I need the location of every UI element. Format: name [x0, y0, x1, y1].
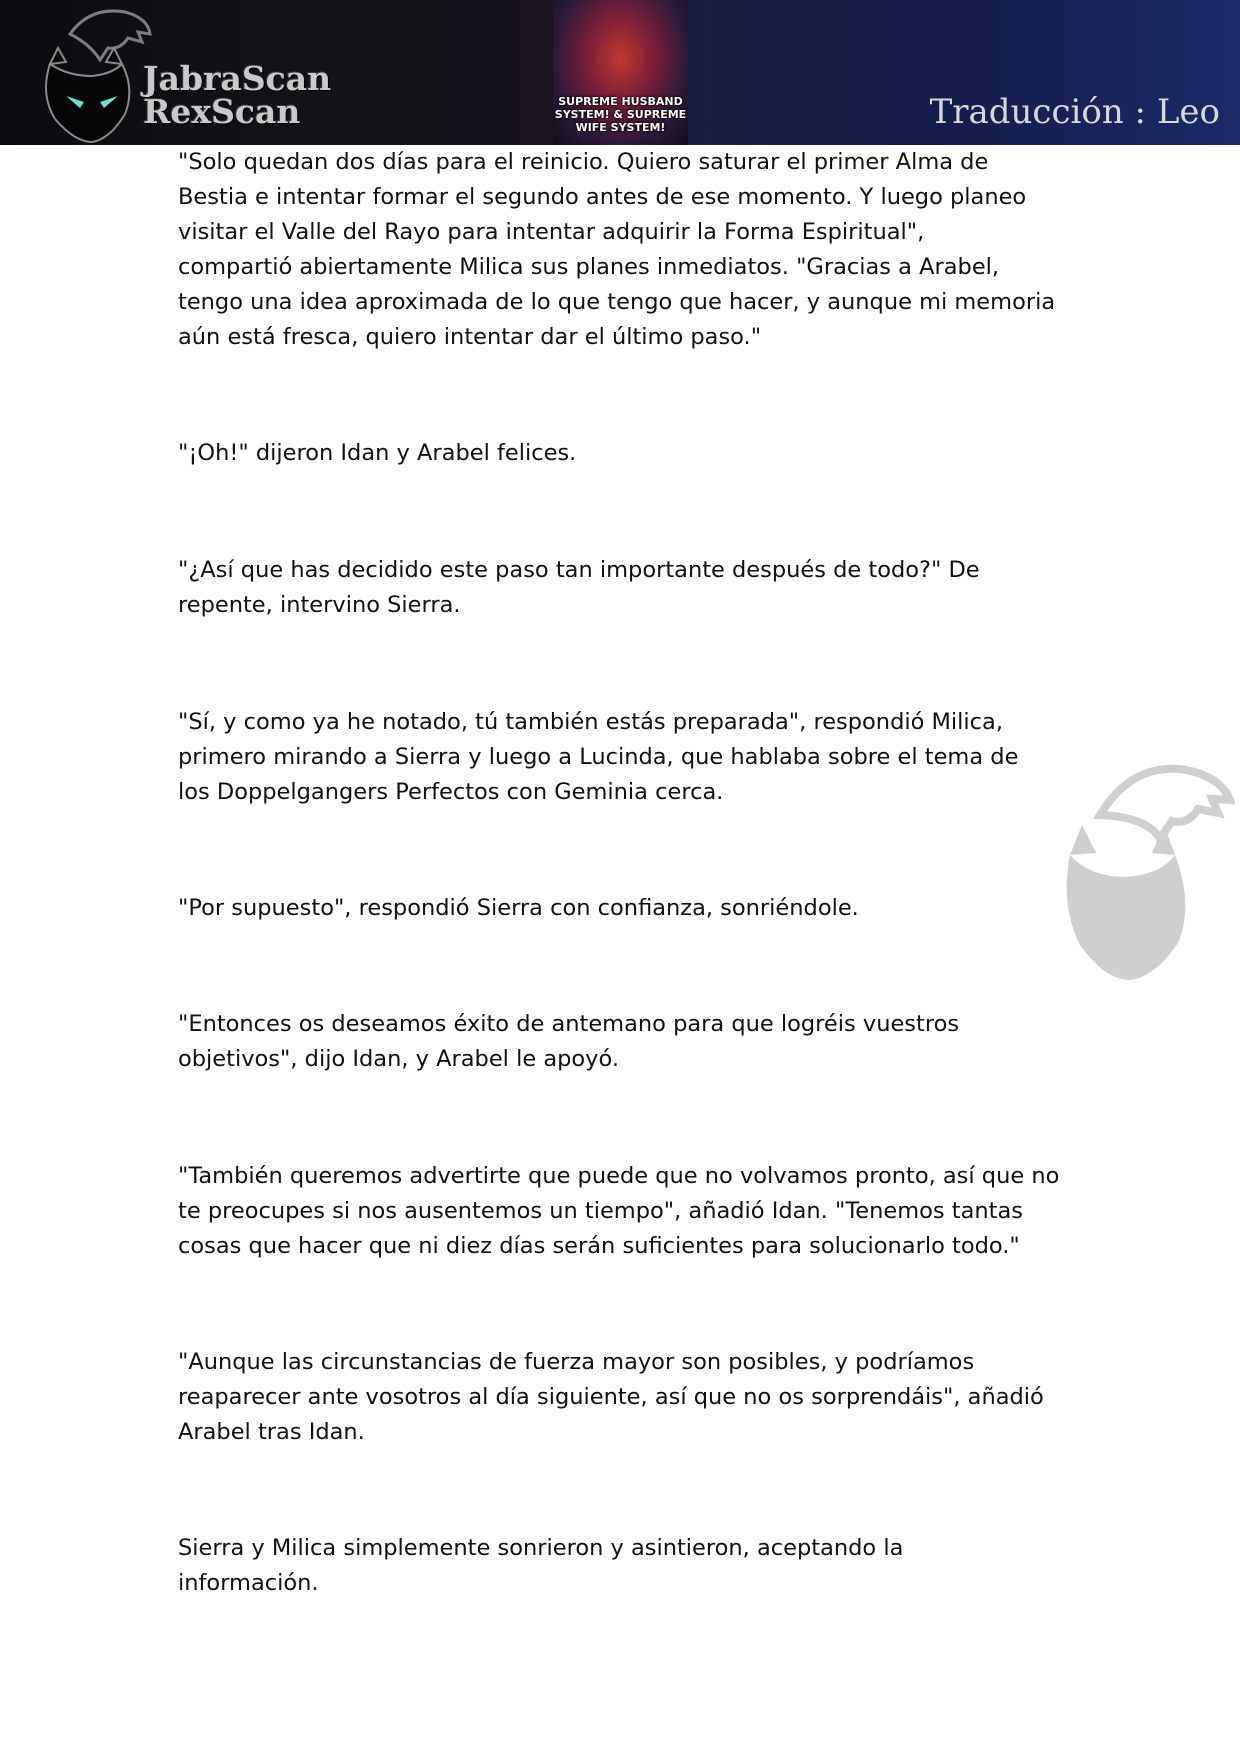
text-line: tengo una idea aproximada de lo que tengo que hacer, y aunque mi memoria — [178, 289, 1056, 315]
text-line: visitar el Valle del Rayo para intentar adquirir la Forma Espiritual", — [178, 219, 925, 245]
cover-title — [553, 95, 688, 134]
text-line: Arabel tras Idan. — [178, 1419, 365, 1445]
dinosaur-watermark-icon — [1060, 755, 1235, 985]
brand-name-line: JabraScan — [143, 59, 332, 98]
paragraph — [178, 1159, 1059, 1264]
text-line: "También queremos advertirte que puede que no volvamos pronto, así que no — [178, 1163, 1060, 1189]
cover-title-line: WIFE SYSTEM! — [575, 121, 666, 134]
translator-credit: Traducción : Leo — [929, 92, 1220, 132]
text-line: cosas que hacer que ni diez días serán suficientes para solucionarlo todo." — [178, 1233, 1020, 1259]
brand-name-line: RexScan — [143, 92, 301, 131]
text-line: objetivos", dijo Idan, y Arabel le apoyó. — [178, 1046, 619, 1072]
paragraph — [178, 145, 1055, 355]
paragraph — [178, 705, 1018, 810]
paragraph — [178, 1007, 959, 1077]
text-line: primero mirando a Sierra y luego a Lucinda, que hablaba sobre el tema de — [178, 744, 1019, 770]
text-line: te preocupes si nos ausentemos un tiempo", añadió Idan. "Tenemos tantas — [178, 1198, 1023, 1224]
paragraph — [178, 1531, 903, 1601]
cover-title-line: SUPREME HUSBAND — [558, 95, 683, 108]
text-line: "Entonces os deseamos éxito de antemano para que logréis vuestros — [178, 1011, 960, 1037]
brand-name — [143, 59, 332, 131]
header-banner — [0, 0, 1240, 145]
text-line: los Doppelgangers Perfectos con Geminia cerca. — [178, 779, 724, 805]
text-line: aún está fresca, quiero intentar dar el último paso." — [178, 324, 762, 350]
text-line: "Aunque las circunstancias de fuerza mayor son posibles, y podríamos — [178, 1349, 975, 1375]
cover-title-line: SYSTEM! & SUPREME — [554, 108, 687, 121]
text-line: "Por supuesto", respondió Sierra con confianza, sonriéndole. — [178, 895, 859, 921]
text-line: Bestia e intentar formar el segundo antes de ese momento. Y luego planeo — [178, 184, 1027, 210]
text-line: compartió abiertamente Milica sus planes inmediatos. "Gracias a Arabel, — [178, 254, 1000, 280]
text-line: "Solo quedan dos días para el reinicio. Quiero saturar el primer Alma de — [178, 149, 989, 175]
paragraph — [178, 436, 576, 471]
text-line: información. — [178, 1570, 319, 1596]
text-line: repente, intervino Sierra. — [178, 592, 461, 618]
text-line: Sierra y Milica simplemente sonrieron y asintieron, aceptando la — [178, 1535, 904, 1561]
paragraph — [178, 553, 980, 623]
text-line: "Sí, y como ya he notado, tú también estás preparada", respondió Milica, — [178, 709, 1003, 735]
text-line: reaparecer ante vosotros al día siguiente, así que no os sorprendáis", añadió — [178, 1384, 1044, 1410]
paragraph — [178, 891, 859, 926]
paragraph — [178, 1345, 1044, 1450]
text-line: "¿Así que has decidido este paso tan importante después de todo?" De — [178, 557, 980, 583]
dinosaur-mask-logo-icon — [30, 4, 155, 144]
text-line: "¡Oh!" dijeron Idan y Arabel felices. — [178, 440, 577, 466]
